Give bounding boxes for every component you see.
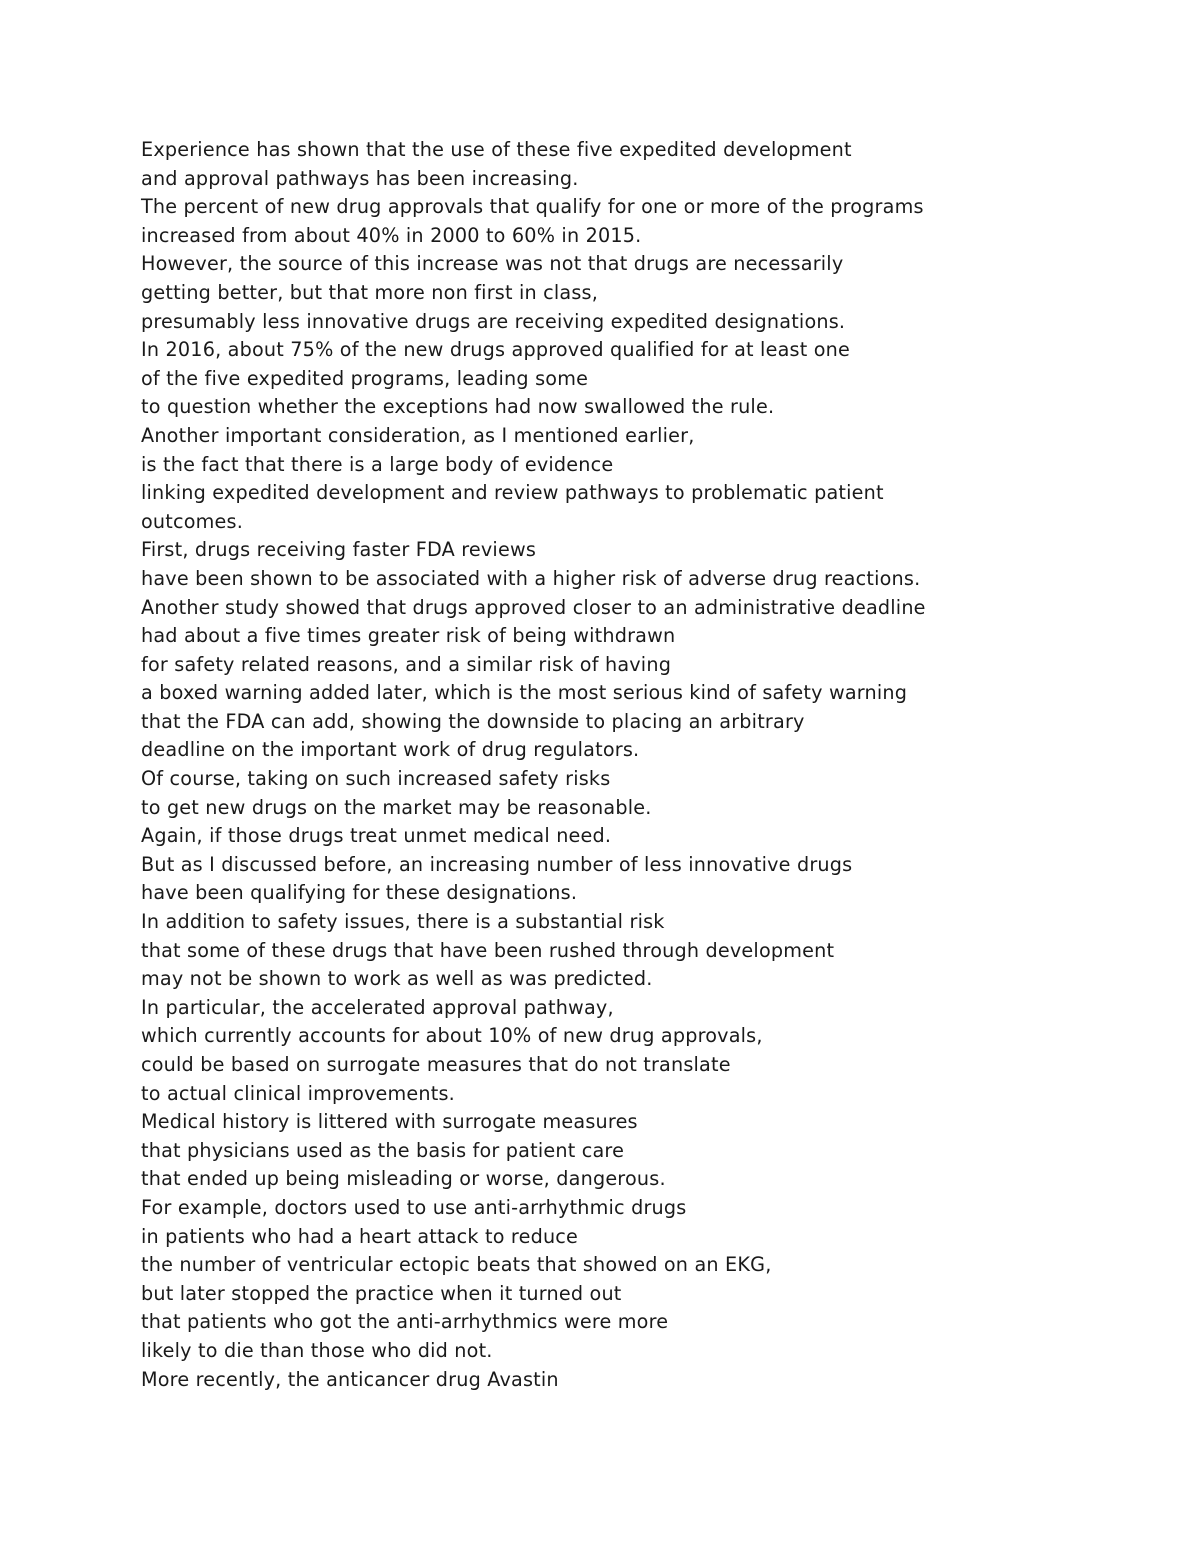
text-line: Medical history is littered with surrogate measures <box>141 1110 638 1134</box>
text-line: have been qualifying for these designations. <box>141 881 578 905</box>
text-line: More recently, the anticancer drug Avastin <box>141 1367 559 1391</box>
text-line: Again, if those drugs treat unmet medical need. <box>141 824 612 848</box>
document-text-body <box>141 136 1061 1394</box>
text-line: have been shown to be associated with a higher risk of adverse drug reactions. <box>141 566 921 590</box>
text-line: but later stopped the practice when it turned out <box>141 1281 622 1305</box>
text-line: Another important consideration, as I mentioned earlier, <box>141 423 695 447</box>
text-line: that ended up being misleading or worse, dangerous. <box>141 1167 666 1191</box>
text-line: First, drugs receiving faster FDA reviews <box>141 538 537 562</box>
text-line: and approval pathways has been increasing. <box>141 166 579 190</box>
text-line: in patients who had a heart attack to reduce <box>141 1224 579 1248</box>
text-line: likely to die than those who did not. <box>141 1338 493 1362</box>
text-line: the number of ventricular ectopic beats that showed on an EKG, <box>141 1253 772 1277</box>
text-line: that the FDA can add, showing the downside to placing an arbitrary <box>141 709 805 733</box>
text-line: to get new drugs on the market may be reasonable. <box>141 795 652 819</box>
text-line: Another study showed that drugs approved closer to an administrative deadline <box>141 595 926 619</box>
text-line: a boxed warning added later, which is the most serious kind of safety warning <box>141 681 908 705</box>
text-line: could be based on surrogate measures that do not translate <box>141 1053 731 1076</box>
text-line: deadline on the important work of drug regulators. <box>141 738 640 762</box>
text-line: In 2016, about 75% of the new drugs approved qualified for at least one <box>141 338 850 362</box>
text-line: to actual clinical improvements. <box>141 1081 455 1105</box>
text-line: which currently accounts for about 10% of new drug approvals, <box>141 1024 763 1048</box>
text-line: getting better, but that more non first in class, <box>141 280 599 304</box>
text-line: may not be shown to work as well as was predicted. <box>141 967 653 991</box>
text-line: that physicians used as the basis for patient care <box>141 1138 625 1162</box>
text-line: had about a five times greater risk of being withdrawn <box>141 624 676 648</box>
text-line: that some of these drugs that have been rushed through development <box>141 938 835 962</box>
text-line: outcomes. <box>141 509 244 533</box>
text-line: The percent of new drug approvals that qualify for one or more of the programs <box>141 195 924 219</box>
text-line: In addition to safety issues, there is a substantial risk <box>141 910 665 934</box>
text-line: For example, doctors used to use anti-arrhythmic drugs <box>141 1195 687 1219</box>
text-line: to question whether the exceptions had now swallowed the rule. <box>141 395 775 419</box>
text-line: Experience has shown that the use of these five expedited development <box>141 138 852 161</box>
text-line: In particular, the accelerated approval pathway, <box>141 995 614 1019</box>
text-line: for safety related reasons, and a similar risk of having <box>141 652 672 676</box>
text-line: Of course, taking on such increased safety risks <box>141 767 611 791</box>
text-line: of the five expedited programs, leading some <box>141 366 589 390</box>
text-line: is the fact that there is a large body of evidence <box>141 452 614 476</box>
text-line: that patients who got the anti-arrhythmics were more <box>141 1310 669 1334</box>
text-line: increased from about 40% in 2000 to 60% in 2015. <box>141 223 642 247</box>
text-line: But as I discussed before, an increasing number of less innovative drugs <box>141 852 853 876</box>
text-line: presumably less innovative drugs are receiving expedited designations. <box>141 309 846 333</box>
text-line: However, the source of this increase was not that drugs are necessarily <box>141 252 844 276</box>
text-line: linking expedited development and review pathways to problematic patient <box>141 481 884 505</box>
